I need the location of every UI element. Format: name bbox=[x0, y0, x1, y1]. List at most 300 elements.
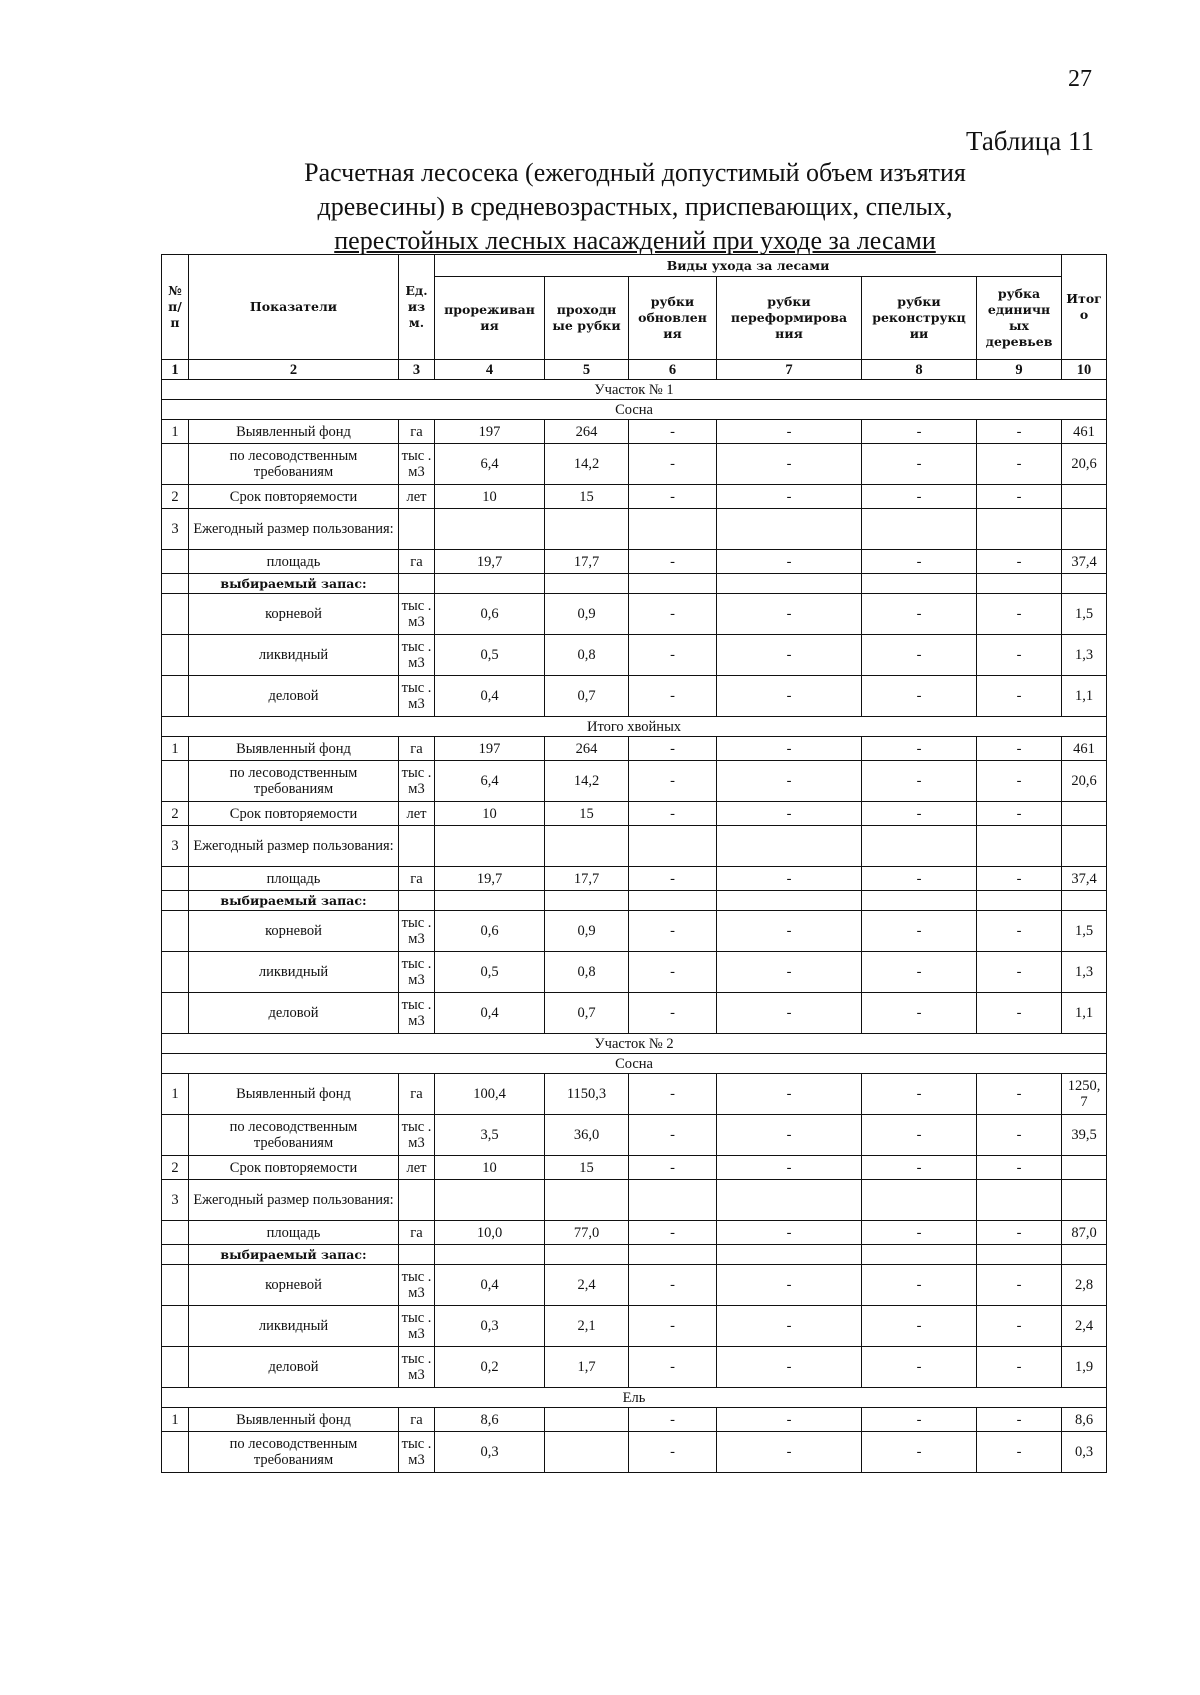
header-type: проходн ые рубки bbox=[545, 277, 629, 360]
value-cell: - bbox=[629, 485, 717, 509]
value-cell: - bbox=[717, 550, 862, 574]
table-row bbox=[162, 550, 1107, 574]
row-unit: тыс . м3 bbox=[399, 993, 435, 1034]
value-cell: - bbox=[977, 1432, 1062, 1473]
row-indicator: по лесоводственным требованиям bbox=[189, 1115, 399, 1156]
value-cell: 15 bbox=[545, 802, 629, 826]
value-cell: - bbox=[717, 1306, 862, 1347]
value-cell: 3,5 bbox=[435, 1115, 545, 1156]
value-cell: 10 bbox=[435, 802, 545, 826]
value-cell: - bbox=[629, 1408, 717, 1432]
row-unit: тыс . м3 bbox=[399, 952, 435, 993]
value-cell: - bbox=[629, 1306, 717, 1347]
value-cell: - bbox=[629, 444, 717, 485]
value-cell: - bbox=[862, 1408, 977, 1432]
value-cell: - bbox=[629, 420, 717, 444]
value-cell: 0,4 bbox=[435, 993, 545, 1034]
row-indicator: площадь bbox=[189, 550, 399, 574]
value-cell: 10 bbox=[435, 1156, 545, 1180]
value-cell: - bbox=[629, 993, 717, 1034]
value-cell: - bbox=[977, 1074, 1062, 1115]
section-label: Итого хвойных bbox=[162, 717, 1107, 737]
section-row bbox=[162, 1054, 1107, 1074]
row-indicator: выбираемый запас: bbox=[189, 1245, 399, 1265]
table-label: Таблица 11 bbox=[966, 126, 1094, 156]
value-cell: - bbox=[717, 952, 862, 993]
column-number: 1 bbox=[162, 360, 189, 380]
value-cell: - bbox=[977, 993, 1062, 1034]
value-cell: - bbox=[629, 761, 717, 802]
table-row bbox=[162, 574, 1107, 594]
column-number: 10 bbox=[1062, 360, 1107, 380]
value-cell: - bbox=[862, 635, 977, 676]
total-cell bbox=[1062, 485, 1107, 509]
row-number bbox=[162, 1221, 189, 1245]
row-indicator: корневой bbox=[189, 594, 399, 635]
value-cell: - bbox=[977, 802, 1062, 826]
table-row bbox=[162, 952, 1107, 993]
value-cell bbox=[977, 509, 1062, 550]
value-cell: - bbox=[862, 1115, 977, 1156]
column-number: 5 bbox=[545, 360, 629, 380]
header-type: рубка единичн ых деревьев bbox=[977, 277, 1062, 360]
empty-cell bbox=[977, 574, 1062, 594]
value-cell: - bbox=[629, 1074, 717, 1115]
header-type: прореживан ия bbox=[435, 277, 545, 360]
value-cell: - bbox=[629, 1265, 717, 1306]
section-label: Участок № 2 bbox=[162, 1034, 1107, 1054]
value-cell bbox=[629, 826, 717, 867]
value-cell bbox=[545, 826, 629, 867]
row-number: 3 bbox=[162, 509, 189, 550]
value-cell: - bbox=[629, 1432, 717, 1473]
value-cell: - bbox=[717, 911, 862, 952]
row-indicator: выбираемый запас: bbox=[189, 574, 399, 594]
value-cell: - bbox=[977, 1408, 1062, 1432]
table-row bbox=[162, 1408, 1107, 1432]
value-cell: - bbox=[629, 911, 717, 952]
value-cell: - bbox=[977, 867, 1062, 891]
row-number bbox=[162, 550, 189, 574]
value-cell: 0,8 bbox=[545, 635, 629, 676]
table-row bbox=[162, 1180, 1107, 1221]
row-indicator: деловой bbox=[189, 1347, 399, 1388]
total-cell: 37,4 bbox=[1062, 867, 1107, 891]
value-cell: - bbox=[977, 485, 1062, 509]
value-cell: - bbox=[717, 676, 862, 717]
value-cell bbox=[435, 509, 545, 550]
row-indicator: по лесоводственным требованиям bbox=[189, 444, 399, 485]
value-cell: - bbox=[977, 635, 1062, 676]
total-cell: 1,3 bbox=[1062, 635, 1107, 676]
table-row bbox=[162, 761, 1107, 802]
table-row bbox=[162, 444, 1107, 485]
value-cell: - bbox=[717, 1221, 862, 1245]
row-unit: тыс . м3 bbox=[399, 444, 435, 485]
value-cell: - bbox=[862, 1265, 977, 1306]
value-cell: 8,6 bbox=[435, 1408, 545, 1432]
row-unit bbox=[399, 1180, 435, 1221]
row-unit: га bbox=[399, 1074, 435, 1115]
value-cell bbox=[717, 1180, 862, 1221]
value-cell: - bbox=[717, 444, 862, 485]
value-cell: 0,9 bbox=[545, 594, 629, 635]
value-cell: - bbox=[862, 867, 977, 891]
row-number bbox=[162, 574, 189, 594]
value-cell: 2,1 bbox=[545, 1306, 629, 1347]
table-row bbox=[162, 993, 1107, 1034]
empty-cell bbox=[435, 1245, 545, 1265]
row-number: 1 bbox=[162, 1074, 189, 1115]
row-unit bbox=[399, 826, 435, 867]
table-row bbox=[162, 891, 1107, 911]
value-cell: - bbox=[977, 676, 1062, 717]
value-cell: - bbox=[977, 1265, 1062, 1306]
value-cell bbox=[545, 1432, 629, 1473]
header-indicator: Показатели bbox=[189, 255, 399, 360]
value-cell: - bbox=[717, 802, 862, 826]
value-cell bbox=[862, 509, 977, 550]
value-cell: - bbox=[717, 1156, 862, 1180]
total-cell: 39,5 bbox=[1062, 1115, 1107, 1156]
table-row bbox=[162, 485, 1107, 509]
value-cell: - bbox=[629, 1221, 717, 1245]
row-unit: тыс . м3 bbox=[399, 1306, 435, 1347]
table-row bbox=[162, 594, 1107, 635]
value-cell: 14,2 bbox=[545, 761, 629, 802]
header-type: рубки обновлен ия bbox=[629, 277, 717, 360]
table-row bbox=[162, 737, 1107, 761]
row-unit: га bbox=[399, 1408, 435, 1432]
value-cell: - bbox=[862, 1432, 977, 1473]
section-row bbox=[162, 1034, 1107, 1054]
total-cell: 1,3 bbox=[1062, 952, 1107, 993]
value-cell: - bbox=[977, 737, 1062, 761]
table-row bbox=[162, 1265, 1107, 1306]
table-row bbox=[162, 1245, 1107, 1265]
title-line: древесины) в средневозрастных, приспевающих, спелых, bbox=[317, 192, 953, 221]
row-number bbox=[162, 1265, 189, 1306]
row-indicator: Срок повторяемости bbox=[189, 1156, 399, 1180]
empty-cell bbox=[435, 891, 545, 911]
value-cell: - bbox=[629, 1347, 717, 1388]
row-indicator: ликвидный bbox=[189, 1306, 399, 1347]
value-cell: - bbox=[717, 635, 862, 676]
value-cell: - bbox=[977, 420, 1062, 444]
total-cell bbox=[1062, 1156, 1107, 1180]
value-cell: 0,5 bbox=[435, 952, 545, 993]
empty-cell bbox=[545, 1245, 629, 1265]
felling-table bbox=[161, 254, 1107, 1473]
value-cell bbox=[435, 826, 545, 867]
table-row bbox=[162, 1306, 1107, 1347]
empty-cell bbox=[977, 1245, 1062, 1265]
value-cell: 15 bbox=[545, 1156, 629, 1180]
row-indicator: Выявленный фонд bbox=[189, 737, 399, 761]
value-cell bbox=[862, 826, 977, 867]
value-cell: - bbox=[629, 737, 717, 761]
row-unit: тыс . м3 bbox=[399, 1115, 435, 1156]
value-cell: - bbox=[862, 802, 977, 826]
value-cell: 10 bbox=[435, 485, 545, 509]
value-cell: - bbox=[629, 635, 717, 676]
row-unit: лет bbox=[399, 802, 435, 826]
total-cell: 0,3 bbox=[1062, 1432, 1107, 1473]
empty-cell bbox=[717, 1245, 862, 1265]
row-number: 1 bbox=[162, 737, 189, 761]
row-indicator: Срок повторяемости bbox=[189, 802, 399, 826]
total-cell bbox=[1062, 1180, 1107, 1221]
table-row bbox=[162, 1156, 1107, 1180]
row-unit: тыс . м3 bbox=[399, 761, 435, 802]
column-number: 4 bbox=[435, 360, 545, 380]
total-cell bbox=[1062, 802, 1107, 826]
value-cell: 6,4 bbox=[435, 444, 545, 485]
table-row bbox=[162, 509, 1107, 550]
title-line: перестойных лесных насаждений при уходе за лесами bbox=[334, 226, 936, 255]
row-unit: га bbox=[399, 1221, 435, 1245]
table-row bbox=[162, 826, 1107, 867]
value-cell: 19,7 bbox=[435, 867, 545, 891]
value-cell: - bbox=[629, 550, 717, 574]
value-cell: - bbox=[629, 867, 717, 891]
value-cell: - bbox=[717, 420, 862, 444]
section-label: Ель bbox=[162, 1388, 1107, 1408]
total-cell: 87,0 bbox=[1062, 1221, 1107, 1245]
table-row bbox=[162, 802, 1107, 826]
value-cell: - bbox=[862, 676, 977, 717]
section-row bbox=[162, 400, 1107, 420]
value-cell: - bbox=[862, 952, 977, 993]
value-cell: - bbox=[977, 952, 1062, 993]
value-cell: - bbox=[977, 1156, 1062, 1180]
row-number: 2 bbox=[162, 485, 189, 509]
row-indicator: корневой bbox=[189, 911, 399, 952]
value-cell: 17,7 bbox=[545, 867, 629, 891]
value-cell: - bbox=[862, 737, 977, 761]
empty-cell bbox=[862, 574, 977, 594]
value-cell: 0,4 bbox=[435, 1265, 545, 1306]
value-cell: 77,0 bbox=[545, 1221, 629, 1245]
value-cell: - bbox=[717, 1074, 862, 1115]
total-cell bbox=[1062, 826, 1107, 867]
value-cell: 0,7 bbox=[545, 993, 629, 1034]
row-indicator: деловой bbox=[189, 676, 399, 717]
value-cell: - bbox=[862, 1347, 977, 1388]
value-cell bbox=[862, 1180, 977, 1221]
column-number: 9 bbox=[977, 360, 1062, 380]
table-row bbox=[162, 1074, 1107, 1115]
total-cell: 1250, 7 bbox=[1062, 1074, 1107, 1115]
empty-cell bbox=[1062, 574, 1107, 594]
row-number bbox=[162, 891, 189, 911]
row-indicator: ликвидный bbox=[189, 952, 399, 993]
value-cell: - bbox=[717, 594, 862, 635]
row-unit: га bbox=[399, 550, 435, 574]
value-cell: - bbox=[977, 1221, 1062, 1245]
total-cell: 461 bbox=[1062, 737, 1107, 761]
value-cell: 264 bbox=[545, 737, 629, 761]
total-cell: 1,1 bbox=[1062, 993, 1107, 1034]
row-indicator: корневой bbox=[189, 1265, 399, 1306]
value-cell: 1150,3 bbox=[545, 1074, 629, 1115]
row-number bbox=[162, 1306, 189, 1347]
row-unit: га bbox=[399, 867, 435, 891]
row-unit: тыс . м3 bbox=[399, 1347, 435, 1388]
table-row bbox=[162, 1221, 1107, 1245]
row-indicator: Выявленный фонд bbox=[189, 1408, 399, 1432]
empty-cell bbox=[629, 1245, 717, 1265]
value-cell: 197 bbox=[435, 420, 545, 444]
row-indicator: площадь bbox=[189, 867, 399, 891]
value-cell: 0,6 bbox=[435, 594, 545, 635]
row-unit: лет bbox=[399, 485, 435, 509]
table-row bbox=[162, 420, 1107, 444]
value-cell bbox=[977, 1180, 1062, 1221]
value-cell: 0,5 bbox=[435, 635, 545, 676]
total-cell: 8,6 bbox=[1062, 1408, 1107, 1432]
total-cell: 37,4 bbox=[1062, 550, 1107, 574]
value-cell: 197 bbox=[435, 737, 545, 761]
row-number bbox=[162, 444, 189, 485]
row-unit: тыс . м3 bbox=[399, 594, 435, 635]
row-number bbox=[162, 911, 189, 952]
header-type: рубки реконструкц ии bbox=[862, 277, 977, 360]
total-cell: 2,4 bbox=[1062, 1306, 1107, 1347]
header-unit: Ед. из м. bbox=[399, 255, 435, 360]
row-number: 3 bbox=[162, 826, 189, 867]
column-number: 2 bbox=[189, 360, 399, 380]
row-indicator: по лесоводственным требованиям bbox=[189, 761, 399, 802]
section-row bbox=[162, 1388, 1107, 1408]
value-cell: - bbox=[717, 1115, 862, 1156]
row-unit: тыс . м3 bbox=[399, 1265, 435, 1306]
column-number: 3 bbox=[399, 360, 435, 380]
empty-cell bbox=[629, 891, 717, 911]
value-cell: - bbox=[717, 1432, 862, 1473]
row-number bbox=[162, 952, 189, 993]
header-number: № п/ п bbox=[162, 255, 189, 360]
value-cell: 0,3 bbox=[435, 1432, 545, 1473]
row-unit: тыс . м3 bbox=[399, 676, 435, 717]
value-cell: 0,3 bbox=[435, 1306, 545, 1347]
row-unit: лет bbox=[399, 1156, 435, 1180]
value-cell: - bbox=[862, 1221, 977, 1245]
value-cell: - bbox=[862, 1156, 977, 1180]
row-number bbox=[162, 867, 189, 891]
header-total: Итог о bbox=[1062, 255, 1107, 360]
value-cell: 0,9 bbox=[545, 911, 629, 952]
value-cell: - bbox=[717, 993, 862, 1034]
row-indicator: Ежегодный размер пользования: bbox=[189, 509, 399, 550]
value-cell: - bbox=[629, 952, 717, 993]
value-cell bbox=[717, 509, 862, 550]
value-cell: - bbox=[717, 1265, 862, 1306]
row-number bbox=[162, 1115, 189, 1156]
empty-cell bbox=[862, 1245, 977, 1265]
section-label: Сосна bbox=[162, 400, 1107, 420]
value-cell bbox=[717, 826, 862, 867]
value-cell: 0,8 bbox=[545, 952, 629, 993]
row-indicator: площадь bbox=[189, 1221, 399, 1245]
row-unit bbox=[399, 509, 435, 550]
total-cell bbox=[1062, 509, 1107, 550]
total-cell: 1,5 bbox=[1062, 911, 1107, 952]
row-number bbox=[162, 1245, 189, 1265]
row-unit: тыс . м3 bbox=[399, 911, 435, 952]
value-cell bbox=[435, 1180, 545, 1221]
row-indicator: деловой bbox=[189, 993, 399, 1034]
total-cell: 20,6 bbox=[1062, 444, 1107, 485]
row-unit: тыс . м3 bbox=[399, 635, 435, 676]
value-cell bbox=[545, 509, 629, 550]
row-number: 1 bbox=[162, 420, 189, 444]
value-cell: 100,4 bbox=[435, 1074, 545, 1115]
value-cell: 2,4 bbox=[545, 1265, 629, 1306]
row-indicator: по лесоводственным требованиям bbox=[189, 1432, 399, 1473]
empty-cell bbox=[717, 891, 862, 911]
value-cell: - bbox=[862, 1306, 977, 1347]
row-indicator: ликвидный bbox=[189, 635, 399, 676]
row-indicator: Выявленный фонд bbox=[189, 1074, 399, 1115]
table-row bbox=[162, 676, 1107, 717]
value-cell: - bbox=[717, 485, 862, 509]
empty-cell bbox=[1062, 891, 1107, 911]
empty-cell bbox=[435, 574, 545, 594]
row-number: 1 bbox=[162, 1408, 189, 1432]
empty-cell bbox=[862, 891, 977, 911]
row-indicator: Срок повторяемости bbox=[189, 485, 399, 509]
header-care-types: Виды ухода за лесами bbox=[435, 255, 1062, 277]
section-label: Сосна bbox=[162, 1054, 1107, 1074]
value-cell: 264 bbox=[545, 420, 629, 444]
value-cell bbox=[545, 1180, 629, 1221]
total-cell: 2,8 bbox=[1062, 1265, 1107, 1306]
value-cell: - bbox=[629, 676, 717, 717]
value-cell: - bbox=[629, 1115, 717, 1156]
value-cell: - bbox=[977, 1306, 1062, 1347]
value-cell: - bbox=[862, 911, 977, 952]
value-cell: 0,2 bbox=[435, 1347, 545, 1388]
row-indicator: выбираемый запас: bbox=[189, 891, 399, 911]
value-cell bbox=[545, 1408, 629, 1432]
row-number bbox=[162, 676, 189, 717]
table-row bbox=[162, 1432, 1107, 1473]
value-cell bbox=[977, 826, 1062, 867]
section-label: Участок № 1 bbox=[162, 380, 1107, 400]
column-number: 6 bbox=[629, 360, 717, 380]
header-type: рубки переформирова ния bbox=[717, 277, 862, 360]
row-number: 2 bbox=[162, 1156, 189, 1180]
row-number bbox=[162, 993, 189, 1034]
value-cell: 36,0 bbox=[545, 1115, 629, 1156]
value-cell: 6,4 bbox=[435, 761, 545, 802]
value-cell: - bbox=[717, 867, 862, 891]
table-row bbox=[162, 1115, 1107, 1156]
section-row bbox=[162, 380, 1107, 400]
table-header bbox=[162, 255, 1107, 380]
value-cell: - bbox=[977, 761, 1062, 802]
value-cell: - bbox=[977, 1347, 1062, 1388]
row-unit: тыс . м3 bbox=[399, 1432, 435, 1473]
table-row bbox=[162, 911, 1107, 952]
value-cell bbox=[629, 1180, 717, 1221]
total-cell: 20,6 bbox=[1062, 761, 1107, 802]
value-cell: - bbox=[977, 550, 1062, 574]
total-cell: 461 bbox=[1062, 420, 1107, 444]
column-number: 8 bbox=[862, 360, 977, 380]
value-cell: 19,7 bbox=[435, 550, 545, 574]
